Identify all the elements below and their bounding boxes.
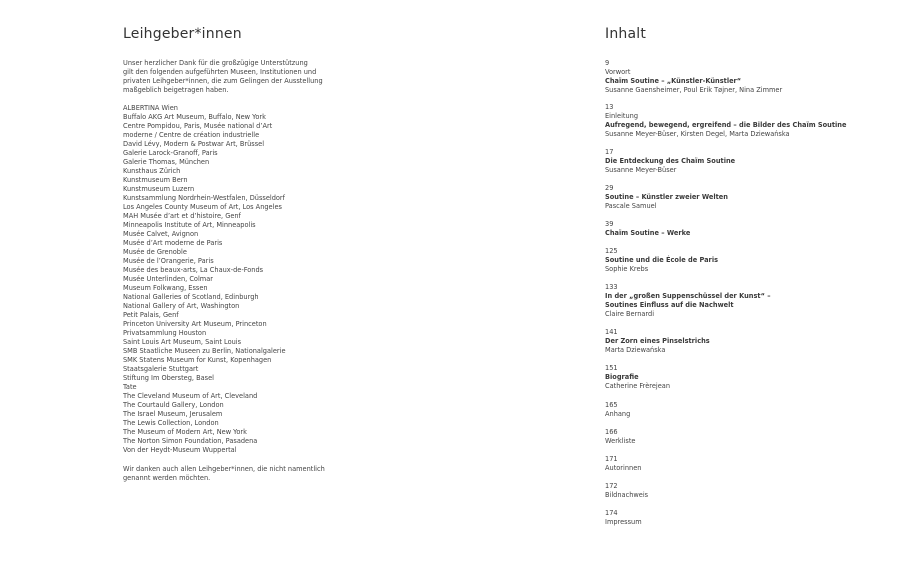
lender-item: moderne / Centre de création industrielle (123, 131, 260, 139)
toc-title: Der Zorn eines Pinselstrichs (605, 337, 710, 345)
intro-line: gilt den folgenden aufgeführten Museen, Institutionen und (123, 68, 317, 76)
lender-item: Musée Calvet, Avignon (123, 230, 199, 238)
lender-item: The Norton Simon Foundation, Pasadena (123, 437, 258, 445)
lender-item: Buffalo AKG Art Museum, Buffalo, New York (123, 113, 266, 121)
toc-entry[interactable] (605, 103, 847, 139)
toc-title: Die Entdeckung des Chaïm Soutine (605, 157, 736, 165)
lender-item: Saint Louis Art Museum, Saint Louis (123, 338, 242, 346)
lender-item: Musée de Grenoble (123, 248, 187, 256)
toc-title: Chaïm Soutine – Werke (605, 229, 691, 237)
lender-item: Musée Unterlinden, Colmar (123, 275, 213, 283)
toc-page-number: 174 (605, 509, 618, 517)
toc-page-number: 17 (605, 148, 614, 156)
lender-item: Galerie Larock-Granoff, Paris (123, 149, 218, 157)
toc-authors: Sophie Krebs (605, 265, 649, 273)
toc-authors: Susanne Meyer-Büser, Kirsten Degel, Marta Dziewańska (605, 130, 790, 138)
outro-line: Wir danken auch allen Leihgeber*innen, die nicht namentlich (123, 465, 325, 473)
toc-page-number: 39 (605, 220, 614, 228)
lender-item: National Galleries of Scotland, Edinburgh (123, 293, 259, 301)
lender-item: Kunstmuseum Luzern (123, 185, 195, 193)
lender-item: The Cleveland Museum of Art, Cleveland (123, 392, 258, 400)
toc-authors: Pascale Samuel (605, 202, 657, 210)
lender-item: Galerie Thomas, München (123, 158, 210, 166)
toc-title: Biografie (605, 373, 639, 381)
lender-item: Petit Palais, Genf (123, 311, 179, 319)
toc-entry[interactable] (605, 283, 805, 319)
toc-entry[interactable] (605, 148, 805, 175)
lender-item: Von der Heydt-Museum Wuppertal (123, 446, 237, 454)
lenders-list (123, 104, 363, 455)
outro-paragraph (123, 465, 363, 483)
toc-page-number: 166 (605, 428, 618, 436)
toc-authors: Claire Bernardi (605, 310, 655, 318)
lender-item: SMB Staatliche Museen zu Berlin, Nationalgalerie (123, 347, 286, 355)
toc-entry[interactable] (605, 247, 805, 274)
toc-title: Soutines Einfluss auf die Nachwelt (605, 301, 734, 309)
toc-section-label: Bildnachweis (605, 491, 649, 499)
toc-page-number: 9 (605, 59, 610, 67)
lender-item: The Israel Museum, Jerusalem (123, 410, 223, 418)
toc-section-label: Autorinnen (605, 464, 642, 472)
toc-authors: Catherine Frèrejean (605, 382, 671, 390)
lender-item: Los Angeles County Museum of Art, Los Angeles (123, 203, 282, 211)
lender-item: Museum Folkwang, Essen (123, 284, 208, 292)
toc-title: Aufregend, bewegend, ergreifend – die Bilder des Chaïm Soutine (605, 121, 847, 129)
toc-entry[interactable] (605, 364, 805, 391)
lender-item: SMK Statens Museum for Kunst, Kopenhagen (123, 356, 272, 364)
toc-title: Soutine und die École de Paris (605, 256, 718, 264)
toc-entry[interactable] (605, 401, 805, 419)
lender-item: Kunstmuseum Bern (123, 176, 188, 184)
toc-title: In der „großen Suppenschüssel der Kunst“ – (605, 292, 771, 300)
intro-line: maßgeblich beigetragen haben. (123, 86, 229, 94)
toc-title: Chaïm Soutine – „Künstler-Künstler“ (605, 77, 742, 85)
lender-item: Minneapolis Institute of Art, Minneapolis (123, 221, 256, 229)
lender-item: ALBERTINA Wien (123, 104, 178, 112)
outro-line: genannt werden möchten. (123, 474, 211, 482)
toc-entry[interactable] (605, 220, 805, 238)
toc-section-label: Einleitung (605, 112, 639, 120)
toc-page-number: 29 (605, 184, 614, 192)
lender-item: Princeton University Art Museum, Princeton (123, 320, 267, 328)
toc-entry[interactable] (605, 328, 805, 355)
toc-page-number: 165 (605, 401, 618, 409)
lender-item: Tate (123, 383, 137, 391)
toc-authors: Susanne Gaensheimer, Poul Erik Tøjner, Nina Zimmer (605, 86, 783, 94)
lender-item: Kunsthaus Zürich (123, 167, 181, 175)
toc-page-number: 141 (605, 328, 618, 336)
lender-item: The Lewis Collection, London (123, 419, 219, 427)
toc-page-number: 151 (605, 364, 618, 372)
intro-line: Unser herzlicher Dank für die großzügige Unterstützung (123, 59, 308, 67)
lender-item: Musée d’Art moderne de Paris (123, 239, 223, 247)
intro-line: privaten Leihgeber*innen, die zum Gelingen der Ausstellung (123, 77, 323, 85)
toc-page-number: 125 (605, 247, 618, 255)
toc-entry[interactable] (605, 428, 805, 446)
toc-title: Soutine – Künstler zweier Welten (605, 193, 728, 201)
lender-item: The Museum of Modern Art, New York (123, 428, 247, 436)
lender-item: National Gallery of Art, Washington (123, 302, 240, 310)
toc-page-number: 171 (605, 455, 618, 463)
contents-heading: Inhalt (605, 26, 647, 42)
toc-entry[interactable] (605, 482, 805, 500)
lender-item: The Courtauld Gallery, London (123, 401, 224, 409)
toc-section-label: Werkliste (605, 437, 636, 445)
lenders-heading: Leihgeber*innen (123, 26, 242, 42)
toc-page-number: 172 (605, 482, 618, 490)
toc-authors: Marta Dziewańska (605, 346, 666, 354)
toc-page-number: 133 (605, 283, 618, 291)
toc-entry[interactable] (605, 455, 805, 473)
lender-item: Musée de l’Orangerie, Paris (123, 257, 214, 265)
lender-item: Centre Pompidou, Paris, Musée national d’Art (123, 122, 273, 130)
toc-section-label: Impressum (605, 518, 642, 526)
toc-entry[interactable] (605, 184, 805, 211)
lender-item: MAH Musée d’art et d’histoire, Genf (123, 212, 241, 220)
lender-item: Staatsgalerie Stuttgart (123, 365, 199, 373)
lender-item: Stiftung Im Obersteg, Basel (123, 374, 214, 382)
lender-item: Kunstsammlung Nordrhein-Westfalen, Düsseldorf (123, 194, 285, 202)
toc-authors: Susanne Meyer-Büser (605, 166, 677, 174)
toc-page-number: 13 (605, 103, 614, 111)
toc-entry[interactable] (605, 59, 805, 95)
intro-paragraph (123, 59, 363, 95)
lender-item: David Lévy, Modern & Postwar Art, Brüssel (123, 140, 265, 148)
toc-entry[interactable] (605, 509, 805, 527)
toc-section-label: Vorwort (605, 68, 631, 76)
lender-item: Musée des beaux-arts, La Chaux-de-Fonds (123, 266, 264, 274)
lender-item: Privatsammlung Houston (123, 329, 207, 337)
toc-section-label: Anhang (605, 410, 631, 418)
